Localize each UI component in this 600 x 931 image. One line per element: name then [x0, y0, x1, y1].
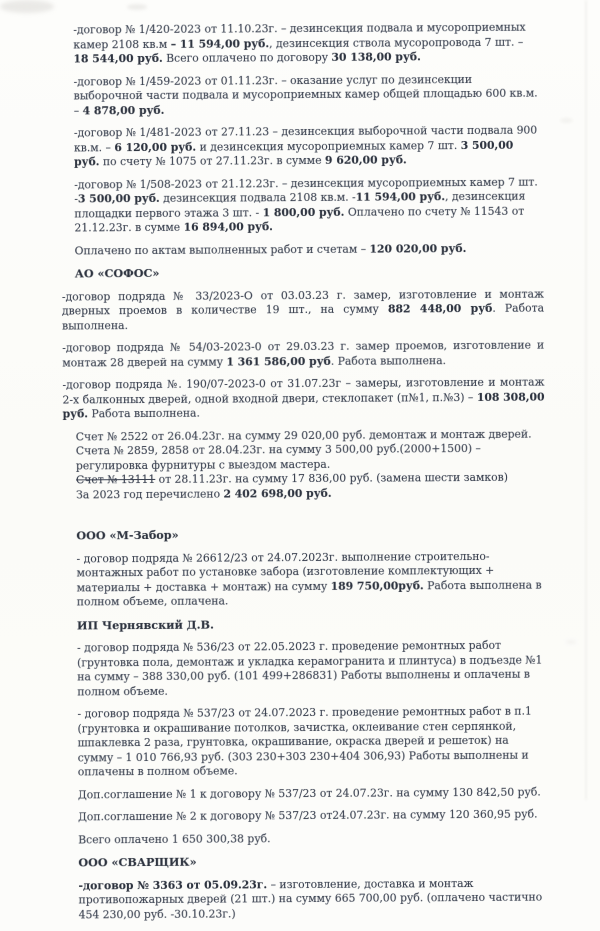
body-text: -договор № 1/420-2023 от 11.10.23г. – дезинсекция подвала и мусороприемных камер 2108 кв.м	[73, 20, 526, 51]
body-text: Всего оплачено 1 650 300,38 руб.	[78, 831, 271, 846]
scan-smudge-artifact	[0, 0, 54, 13]
amount-bold-text: 1 361 586,00 руб	[226, 354, 331, 369]
paragraph	[76, 471, 542, 488]
body-text: по счету № 1075 от 27.11.23г. в сумме	[99, 153, 326, 169]
amount-bold-text: 108 308,00 руб.	[62, 390, 545, 421]
amount-bold-text: 30 138,00 руб.	[331, 50, 421, 64]
paragraph	[74, 175, 540, 236]
body-text: -договор № 1/508-2023 от 21.12.23г. – дезинсекция мусороприемных камер 7 шт. -	[74, 175, 538, 206]
body-text: Оплачено по счету № 11543 от 21.12.23г. в сумме	[74, 204, 525, 235]
body-text: . Работа выполнена.	[62, 301, 545, 333]
body-text: от 28.11.23г. на сумму 17 836,00 руб. (замена шести замков)	[155, 470, 508, 486]
amount-bold-text: 3 500,00 руб.	[77, 191, 160, 206]
paragraph	[62, 287, 544, 333]
body-text: За 2023 год перечислено	[76, 487, 224, 501]
section-heading	[78, 853, 544, 870]
amount-bold-text: 18 544,00 руб.	[73, 51, 163, 66]
body-text: дезинсекция подвала 2108 кв.м. -	[159, 190, 356, 205]
body-text: Работа выполнена.	[88, 406, 200, 421]
paragraph	[62, 376, 544, 422]
paragraph	[77, 639, 543, 700]
body-text: Доп.соглашение № 2 к договору № 537/23 от24.07.23г. на сумму 120 360,95 руб.	[78, 807, 538, 824]
amount-bold-text: 4 878,00 руб.	[82, 103, 165, 117]
body-text: , дезинсекция ствола мусоропровода 7 шт. –	[269, 35, 524, 50]
paragraph	[77, 705, 543, 780]
paragraph	[75, 241, 541, 258]
amount-bold-text: 2 402 698,00 руб.	[223, 486, 332, 501]
scan-smudge-artifact	[127, 4, 147, 10]
paragraph	[78, 876, 544, 922]
paragraph	[76, 485, 542, 502]
paragraph	[76, 442, 542, 474]
scan-smudge-artifact	[566, 640, 576, 644]
amount-bold-text: 11 594,00 руб.	[355, 190, 446, 204]
amount-bold-text: ИП Чернявский Д.В.	[76, 617, 214, 632]
amount-bold-text: ООО «СВАРЩИК»	[78, 854, 197, 870]
paragraph	[76, 549, 542, 610]
body-text: -договор подряда № 33/2023-О от 03.03.23 г. замер, изготовление и монтаж дверных проемов в количестве 19 шт., на сумму	[61, 287, 544, 318]
body-text: Работа выполнена в полном объеме, оплачена.	[76, 578, 542, 609]
amount-bold-text: -договор № 3363 от 05.09.23г.	[78, 877, 268, 892]
paragraph	[78, 830, 544, 847]
amount-bold-text: 9 620,00 руб.	[324, 153, 407, 167]
scan-fold-line	[585, 0, 587, 800]
body-text: – изготовление, доставка и монтаж противопожарных дверей (21 шт.) на сумму 665 700,00 руб. (оплачено частично 454 230,00 руб. -30.10.23г.)	[78, 876, 543, 921]
body-text: Всего оплачено по договору	[162, 50, 332, 65]
body-text: -договор № 1/481-2023 от 27.11.23 – дезинсекция выборочной части подвала 900 кв.м. –	[73, 123, 538, 154]
paragraph	[74, 72, 540, 118]
amount-bold-text: ООО «М-Забор»	[76, 527, 179, 543]
amount-bold-text: АО «СОФОС»	[74, 265, 160, 281]
amount-bold-text: 882 448,00 руб	[387, 301, 493, 316]
section-heading	[77, 615, 543, 632]
body-text: и дезинсекция мусороприемных камер 7 шт.	[196, 138, 461, 154]
amount-bold-text: 16 894,00 руб.	[183, 220, 273, 234]
amount-bold-text: 1 800,00 руб.	[262, 205, 345, 219]
body-text: - договор подряда № 26612/23 от 24.07.2023г. выполнение строительно-монтажных работ по установке забора (изготовление комплектующих + материалы + доставка + монтаж) на сумму	[76, 549, 495, 594]
body-text: Оплачено по актам выполненных работ и счетам –	[74, 242, 370, 257]
amount-bold-text: 189 750,00руб.	[330, 578, 424, 593]
struck-text: Счет № 13111	[75, 472, 156, 487]
scan-smudge-artifact	[560, 118, 573, 123]
section-heading	[76, 526, 542, 543]
amount-bold-text: 3 500,00 руб.	[74, 138, 514, 169]
paragraph	[74, 124, 540, 170]
body-text: , дезинсекция площадки первого этажа 3 шт. -	[74, 189, 526, 220]
body-text: . Работа выполнена.	[330, 353, 447, 368]
body-text: Счет № 2522 от 26.04.23г. на сумму 29 020,00 руб. демонтаж и монтаж дверей.	[75, 427, 532, 443]
body-text: - договор подряда № 536/23 от 22.05.2023 г. проведение ремонтных работ (грунтовка пола, демонтаж и укладка керамогранита и плинтуса) в подъезде №1 на сумму – 388 330,00 руб. (101 499+286831) Работы выполнены и оплачены в полном объеме.	[77, 638, 543, 698]
section-heading	[75, 264, 541, 281]
amount-bold-text: 120 020,00 руб.	[369, 241, 467, 256]
paragraph	[73, 21, 539, 67]
scanned-document-text	[61, 20, 545, 931]
amount-bold-text: – 11 594,00 руб.	[170, 36, 270, 51]
amount-bold-text: 6 120,00 руб.	[114, 140, 197, 154]
body-text: Счета № 2859, 2858 от 28.04.23г. на сумму 3 500,00 руб.(2000+1500) – регулировка фурнитуры с выездом мастера.	[75, 441, 481, 472]
paragraph	[78, 808, 544, 825]
body-text: - договор подряда № 537/23 от 24.07.2023 г. проведение ремонтных работ в п.1 (грунтовка и окрашивание потолков, зачистка, оклеивание стен серпянкой, шпаклевка 2 раза, грунтовка, окрашивание, окраска дверей и решеток) на сумму – 1 010 766,93 руб. (303 230+303 230+404 306,93) Работы выполнены и оплачены в полном объеме.	[77, 704, 532, 779]
body-text: -договор № 1/459-2023 от 01.11.23г. – оказание услуг по дезинсекции выборочной части подвала и мусороприемных камер общей площадью 600 кв.м. –	[73, 72, 538, 117]
body-text: -договор подряда № 54/03-2023-0 от 29.03.23 г. замер проемов, изготовление и монтаж 28 дверей на сумму	[62, 338, 545, 370]
paragraph	[62, 339, 544, 371]
body-text: -договор подряда №. 190/07-2023-0 от 31.07.23г – замеры, изготовление и монтаж 2-х балконных дверей, одной входной двери, стеклопакет (п№1, п.№3) –	[62, 375, 545, 407]
body-text: Доп.соглашение № 1 к договору № 537/23 от 24.07.23г. на сумму 130 842,50 руб.	[77, 785, 541, 801]
